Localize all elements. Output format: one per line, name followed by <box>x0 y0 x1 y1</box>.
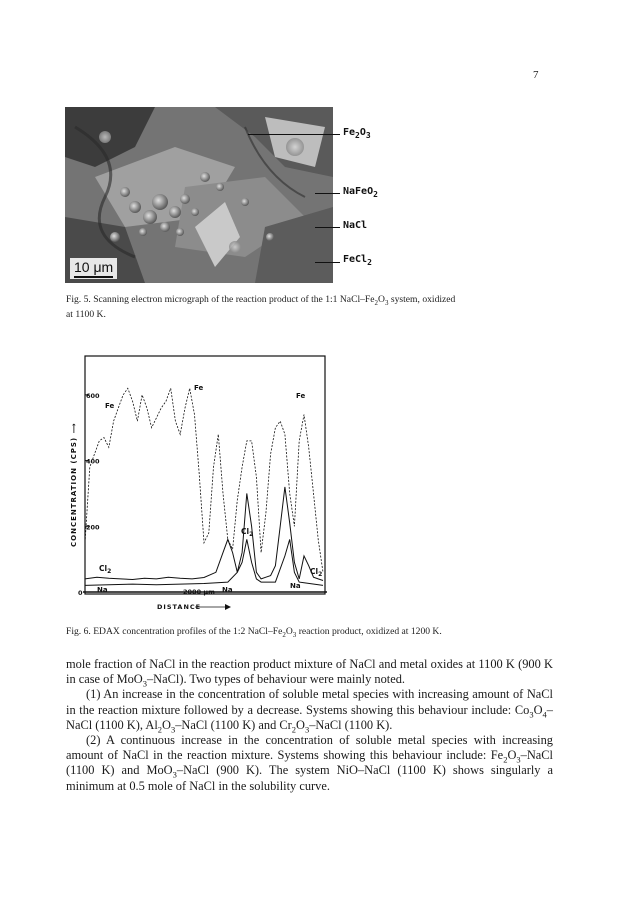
body-text <box>66 657 553 794</box>
peak-label-fe-top: Fe <box>194 384 204 392</box>
y-axis-label: CONCENTRATION (CPS) ⟶ <box>70 422 78 547</box>
leader-line-fe2o3 <box>248 134 340 135</box>
leader-line-nafeo2 <box>315 193 340 194</box>
y-tick-label: 600 <box>86 391 100 400</box>
label-fecl2: FeCl$_2$ <box>343 254 372 267</box>
leader-line-nacl <box>315 227 340 228</box>
figure5-caption: Fig. 5. Scanning electron micrograph of the reaction product of the 1:1 NaCl–$Fe_2O_3$ system, oxidized at 1100 K. <box>66 294 456 320</box>
peak-label-cl2-left: $Cl_2$ <box>99 564 112 575</box>
plot-frame <box>85 356 325 594</box>
paragraph-3: (2) A continuous increase in the concentration of soluble metal species with increasing amount of NaCl in the reaction mixture. Systems showing this behaviour include: $Fe_2O_3$–NaCl (1100 K) and MoO$_3$–NaCl (900 K). The system NiO–NaCl (1100 K) shows singularly a minimum at 0.5 mole of NaCl in the solubility curve. <box>66 733 553 793</box>
peak-label-cl2-right: $Cl_2$ <box>310 567 323 578</box>
peak-label-na-left: Na <box>97 586 108 594</box>
y-tick-label: 0 <box>78 589 83 597</box>
paragraph-2: (1) An increase in the concentration of soluble metal species with increasing amount of NaCl in the reaction mixture followed by a decrease. Systems showing this behaviour include: $Co_3O_4$–NaCl (1100 K), $Al_2O_3$–NaCl (1100 K) and $Cr_2O_3$–NaCl (1100 K). <box>66 687 553 735</box>
x-axis-arrow-head <box>225 604 231 610</box>
peak-label-fe-left: Fe <box>105 402 115 410</box>
label-nacl: NaCl <box>343 220 368 231</box>
figure6-caption: Fig. 6. EDAX concentration profiles of the 1:2 NaCl–$Fe_2O_3$ reaction product, oxidized at 1200 K. <box>66 626 442 639</box>
y-tick-label: 400 <box>86 457 100 466</box>
peak-label-na-mid: Na <box>222 586 233 594</box>
page-number: 7 <box>533 69 539 81</box>
y-tick-label: 200 <box>86 523 100 532</box>
label-nafeo2: NaFeO$_2$ <box>343 186 378 199</box>
series-line-fe <box>85 388 323 572</box>
paragraph-1: mole fraction of NaCl in the reaction product mixture of NaCl and metal oxides at 1100 K (900 K in case of MoO$_3$–NaCl). Two types of behaviour were mainly noted. <box>66 657 553 689</box>
distance-scale: 2000 μm <box>183 588 215 596</box>
label-fe2o3: $Fe_2O_3$ <box>343 127 371 140</box>
edax-chart <box>65 352 335 614</box>
peak-label-fe-right: Fe <box>296 392 306 400</box>
leader-line-fecl2 <box>315 262 340 263</box>
peak-label-cl2-mid: $Cl_2$ <box>241 527 254 538</box>
scale-bar: 10 μm <box>70 258 117 279</box>
series-group <box>85 388 323 585</box>
series-line-cl2 <box>85 487 323 581</box>
peak-label-na-right: Na <box>290 582 301 590</box>
y-ticks <box>78 392 100 597</box>
x-axis-label: DISTANCE <box>157 603 202 611</box>
